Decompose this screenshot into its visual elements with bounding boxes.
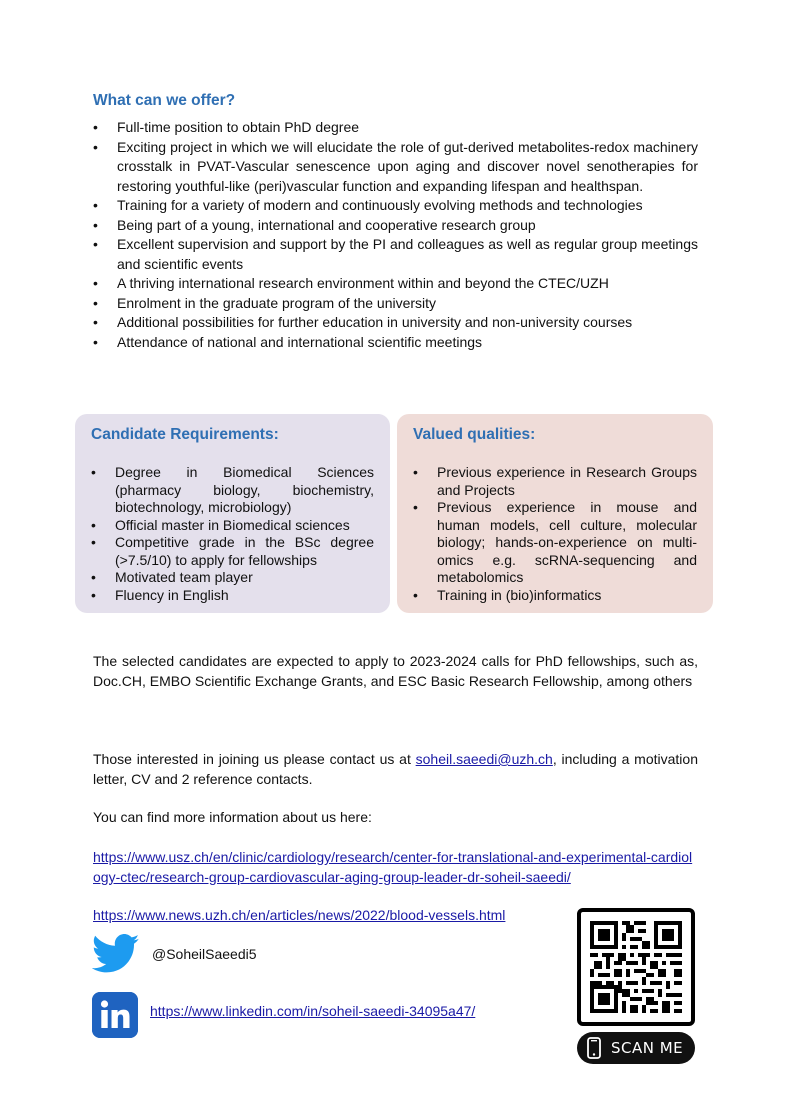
qr-frame bbox=[577, 908, 695, 1026]
list-item: • A thriving international research environment within and beyond the CTEC/UZH bbox=[93, 274, 698, 294]
list-item: • Official master in Biomedical sciences bbox=[91, 517, 374, 535]
scan-me-label: SCAN ME bbox=[611, 1039, 684, 1057]
usz-link-paragraph bbox=[93, 848, 693, 887]
list-item: • Previous experience in Research Groups and Projects bbox=[413, 464, 697, 499]
list-item: • Training for a variety of modern and continuously evolving methods and technologies bbox=[93, 196, 698, 216]
scan-me-button[interactable] bbox=[577, 1032, 695, 1064]
list-item: • Fluency in English bbox=[91, 587, 374, 605]
list-item: • Excellent supervision and support by the PI and colleagues as well as regular group meetings and scientific events bbox=[93, 235, 698, 274]
email-link[interactable]: soheil.saeedi@uzh.ch bbox=[415, 751, 553, 767]
list-item: • Degree in Biomedical Sciences (pharmacy biology, biochemistry, biotechnology, microbiology) bbox=[91, 464, 374, 517]
list-item: • Attendance of national and international scientific meetings bbox=[93, 333, 698, 353]
list-item: • Competitive grade in the BSc degree (>7.5/10) to apply for fellowships bbox=[91, 534, 374, 569]
list-item: • Enrolment in the graduate program of the university bbox=[93, 294, 698, 314]
list-item: • Being part of a young, international and cooperative research group bbox=[93, 216, 698, 236]
linkedin-icon[interactable] bbox=[92, 992, 138, 1038]
list-item: • Exciting project in which we will elucidate the role of gut-derived metabolites-redox machinery crosstalk in PVAT-Vascular senescence upon aging and discover novel senotherapies for restoring youthful-like (peri)vascular function and expanding lifespan and healthspan. bbox=[93, 138, 698, 197]
twitter-handle[interactable]: @SoheilSaeedi5 bbox=[152, 946, 257, 962]
requirements-list bbox=[91, 464, 374, 604]
fellowships-paragraph: The selected candidates are expected to apply to 2023-2024 calls for PhD fellowships, such as, Doc.CH, EMBO Scientific Exchange Grants, and ESC Basic Research Fellowship, among others bbox=[93, 653, 698, 689]
offer-heading: What can we offer? bbox=[93, 92, 236, 109]
contact-paragraph bbox=[93, 750, 698, 789]
list-item: • Previous experience in mouse and human models, cell culture, molecular biology; hands-on-experience on multi-omics e.g. scRNA-sequencing and metabolomics bbox=[413, 499, 697, 587]
news-link[interactable]: https://www.news.uzh.ch/en/articles/news/2022/blood-vessels.html bbox=[93, 907, 506, 923]
linkedin-link[interactable]: https://www.linkedin.com/in/soheil-saeedi-34095a47/ bbox=[150, 1003, 476, 1019]
requirements-heading: Candidate Requirements: bbox=[91, 426, 279, 443]
more-info-text: You can find more information about us here: bbox=[93, 809, 372, 825]
list-item: • Motivated team player bbox=[91, 569, 374, 587]
list-item: • Additional possibilities for further education in university and non-university courses bbox=[93, 313, 698, 333]
qr-code[interactable] bbox=[590, 921, 682, 1013]
qualities-box bbox=[397, 414, 713, 613]
offer-list bbox=[93, 118, 698, 352]
twitter-icon[interactable] bbox=[92, 934, 140, 974]
phone-icon bbox=[587, 1037, 601, 1059]
usz-link[interactable]: https://www.usz.ch/en/clinic/cardiology/research/center-for-translational-and-experimental-cardiology-ctec/research-group-cardiovascular-aging-group-leader-dr-soheil-saeedi/ bbox=[93, 849, 693, 885]
contact-text-before: Those interested in joining us please contact us at bbox=[93, 751, 416, 767]
qualities-list bbox=[413, 464, 697, 604]
contact-text-after: , including a motivation letter, CV and 2 reference contacts. bbox=[93, 751, 698, 787]
requirements-box bbox=[75, 414, 390, 613]
list-item: • Training in (bio)informatics bbox=[413, 587, 697, 605]
list-item: • Full-time position to obtain PhD degree bbox=[93, 118, 698, 138]
qualities-heading: Valued qualities: bbox=[413, 426, 536, 443]
